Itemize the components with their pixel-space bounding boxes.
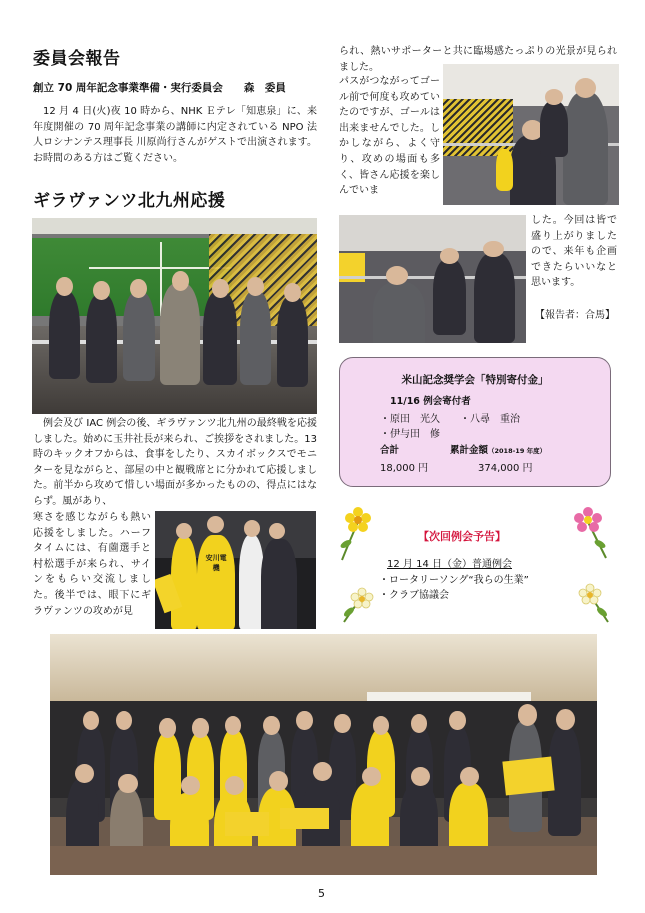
donation-box: [339, 357, 611, 487]
giravanz-body-right-narrow: [339, 74, 440, 214]
group-photo: [50, 634, 597, 875]
giravanz-title: ギラヴァンツ北九州応援: [33, 191, 226, 211]
giravanz-body-narrow-text: 寒さを感じながらも熱い応援をしました。ハーフタイムには、有薗選手と村松選手が来られ、サインをもらい交流しました。後半では、眼下にギラヴァンツの攻めが見: [33, 512, 151, 617]
donation-cumulative-value: 374,000 円: [478, 463, 533, 474]
next-meeting-item-1: ・ロータリーソング“我らの生業”: [379, 575, 529, 586]
white-flower-right-icon: [572, 580, 612, 624]
donation-total-label: 合計: [380, 445, 400, 456]
white-flower-left-icon: [340, 584, 380, 624]
reporter-label: 【報告者：合馬】: [535, 310, 615, 321]
cumulative-label-text: 累計金額: [450, 445, 489, 456]
giravanz-body-text: 例会及び IAC 例会の後、ギラヴァンツ北九州の最終戦を応援しました。始めに玉井社長が来られ、ご挨拶をされました。13 時のキックオフからは、食事をしたり、スカイボックスでモニターを見ながらと、部屋の中と観戦席とに分かれて応援しました。前半から攻めて惜しい場面が多かったものの、得点にはならず。風があり、: [33, 418, 317, 507]
donation-cumulative-label: [450, 442, 546, 456]
committee-report-body: 12 月 4 日(火)夜 10 時から、NHK Ｅテレ「知恵泉」に、来年度開催の 70 周年記念事業の講師に内定されている NPO 法人ロシナンテス理事長 川原尚行さんがゲストで出演されます。お時間のある方はご覧ください。: [33, 106, 317, 164]
donation-subtitle: 11/16 例会寄付者: [390, 396, 471, 407]
skybox-photo-1: [443, 64, 619, 205]
donor-2: ・八尋 重治: [460, 414, 520, 425]
giravanz-body-top: [33, 416, 317, 510]
skybox-photo-2: [339, 215, 526, 343]
giravanz-body-right-intro-text: られ、熱いサポーターと共に臨場感たっぷりの光景が見られました。: [339, 46, 617, 73]
committee-report-title: 委員会報告: [33, 49, 121, 69]
stadium-group-photo: [32, 218, 317, 414]
donation-total-value: 18,000 円: [380, 463, 429, 474]
committee-report-subtitle: 創立 70 周年記念事業準備・実行委員会 森 委員: [33, 82, 286, 94]
next-meeting-title: 【次回例会予告】: [418, 530, 506, 543]
donor-3: ・伊与田 修: [380, 429, 440, 440]
donation-title: 米山記念奨学会「特別寄付金」: [401, 374, 549, 386]
pink-flower-icon: [566, 502, 612, 560]
giravanz-body-narrow: [33, 510, 151, 632]
page-number: 5: [318, 887, 325, 900]
yellow-flower-icon: [336, 500, 380, 562]
players-photo: [155, 511, 316, 629]
cumulative-year: （2018-19 年度）: [488, 447, 547, 455]
donor-1: ・原田 光久: [380, 414, 440, 425]
next-meeting-date: 12 月 14 日（金）普通例会: [387, 559, 512, 570]
next-meeting-item-2: ・クラブ協議会: [379, 590, 449, 601]
giravanz-body-right-mid: した。今回は皆で盛り上がりましたので、来年も企画できたらいいなと思います。: [531, 215, 617, 289]
giravanz-body-right-narrow-text: パスがつながってゴール前で何度も攻めていたのですが、ゴールは出来ませんでした。しかしながら、よく守り、攻めの場面も多く、皆さん応援を楽しんでいま: [339, 76, 440, 197]
shirt-sponsor-text: 安川電機: [205, 554, 227, 573]
